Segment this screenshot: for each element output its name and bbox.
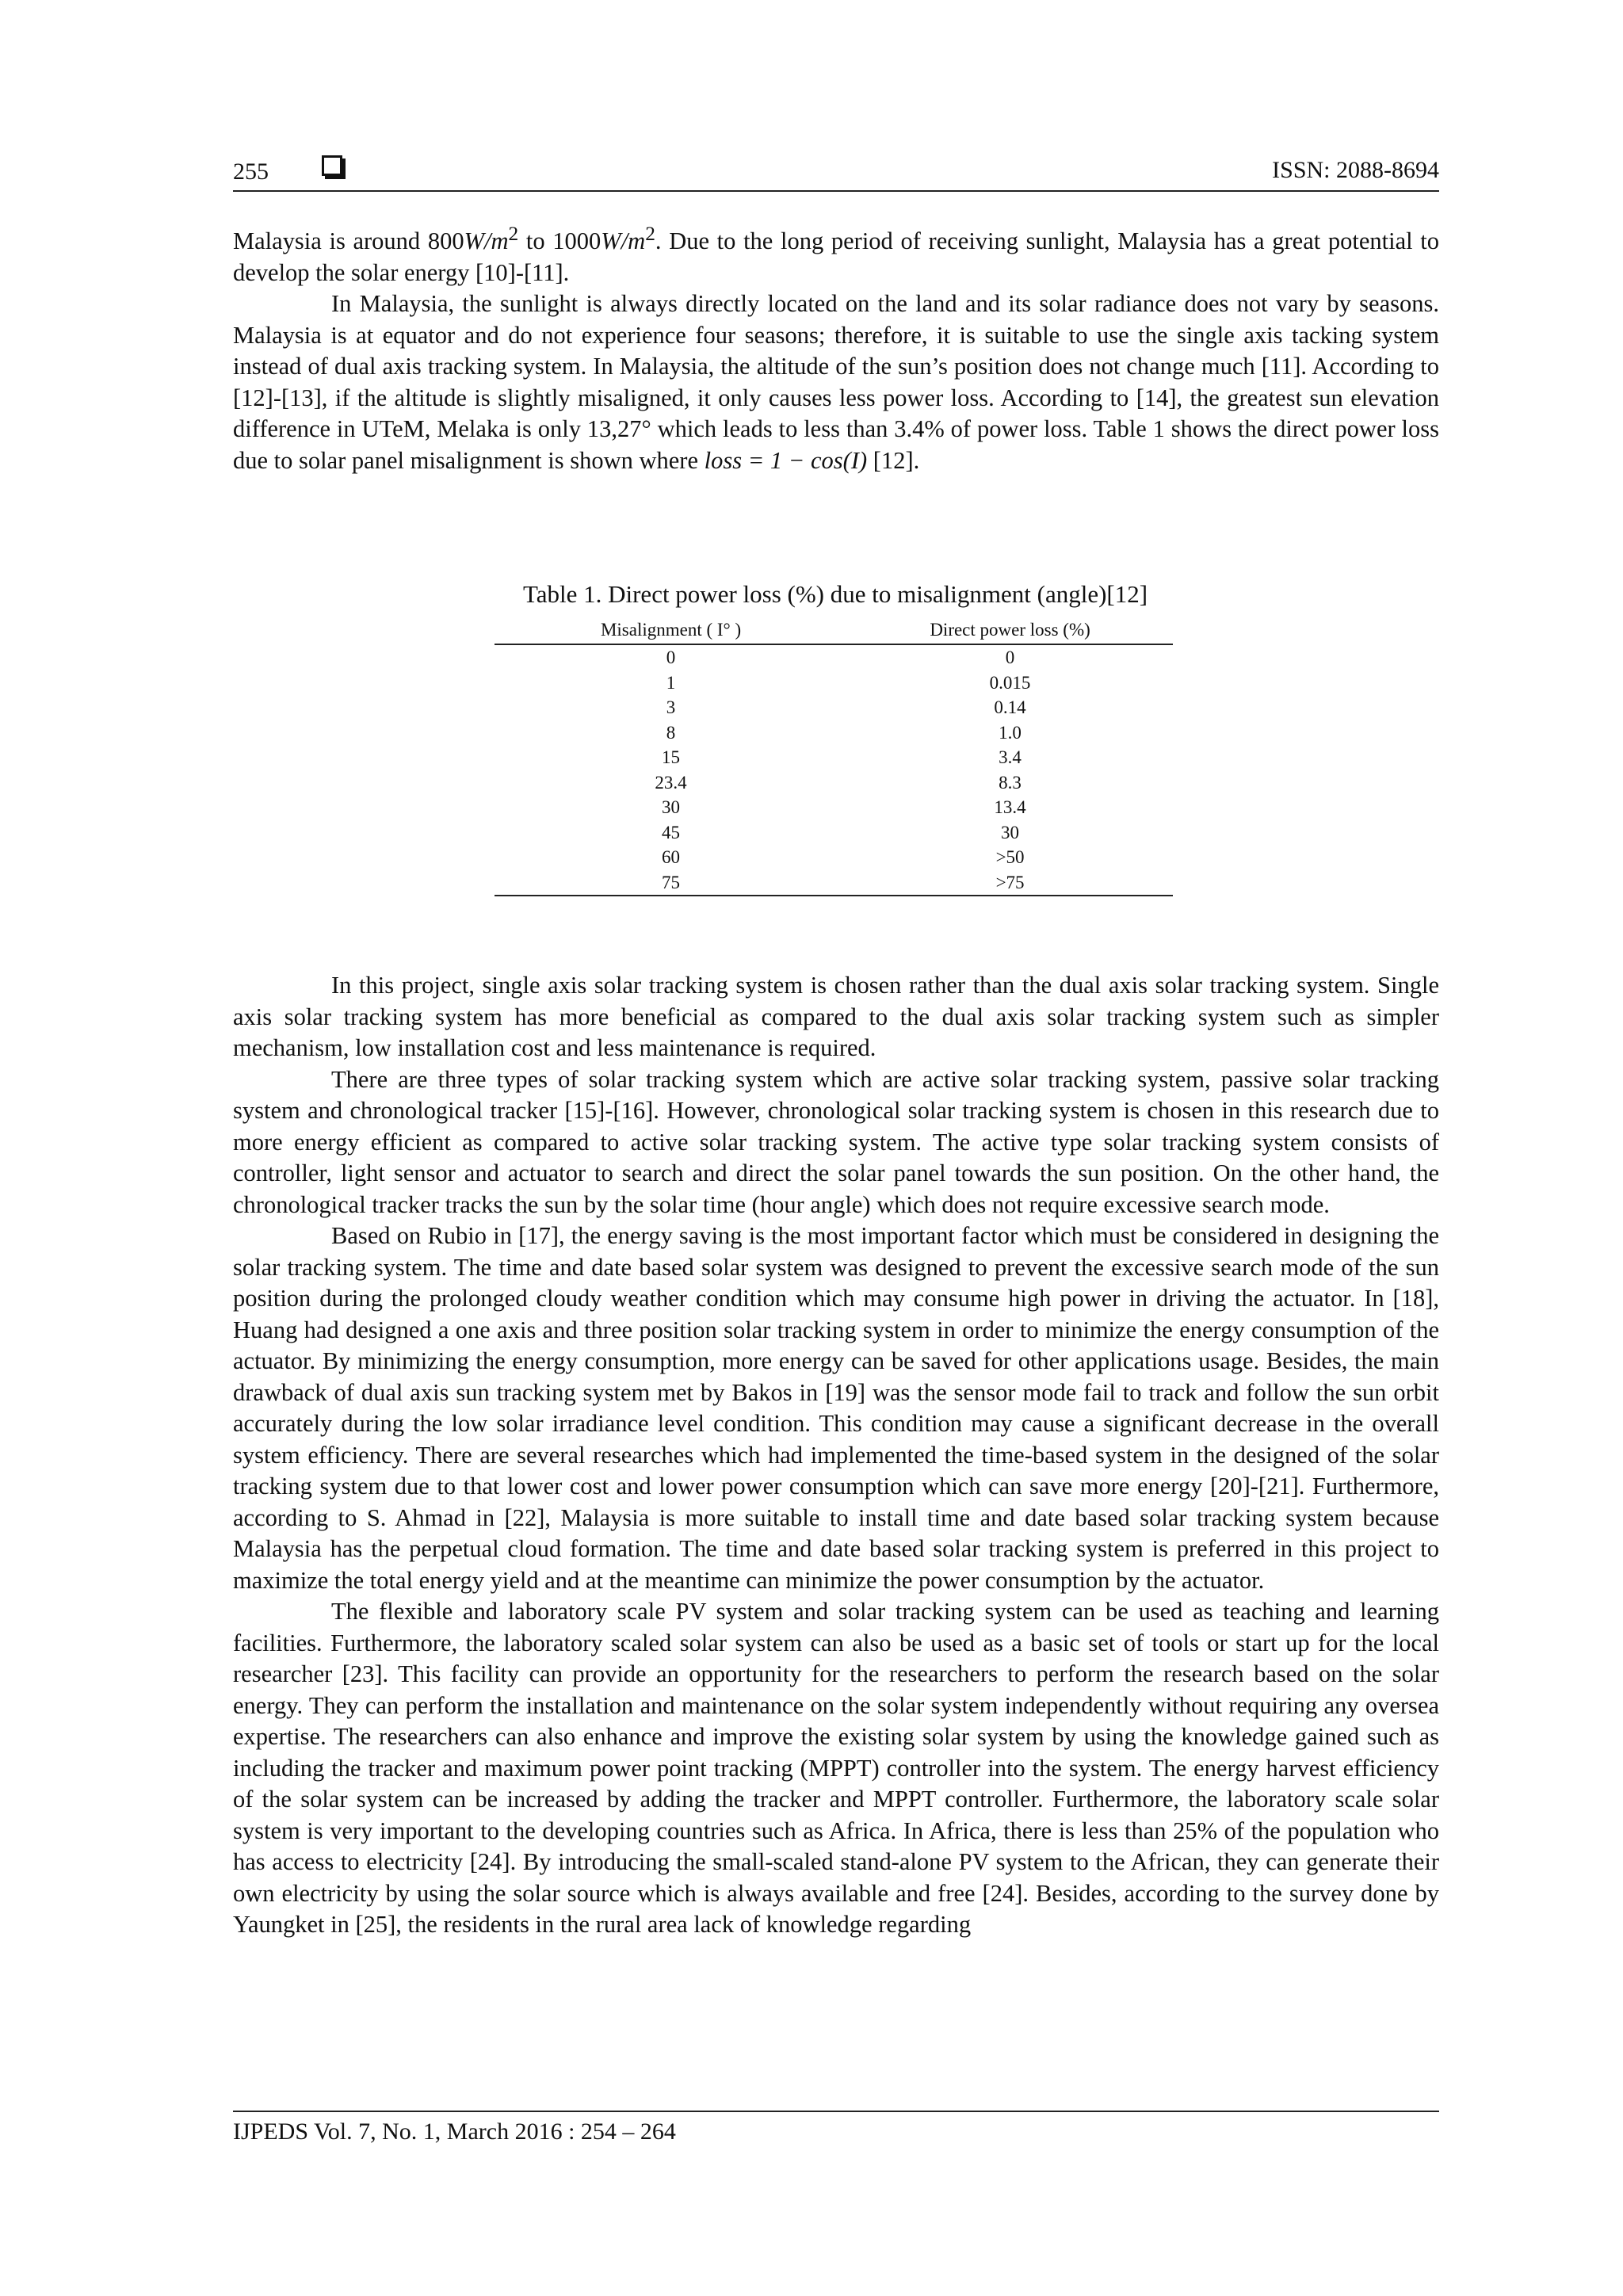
paragraph-malaysia-sunlight: In Malaysia, the sunlight is always directly located on the land and its solar radiance does not vary by seasons. Malaysia is at equator and do not experience four seasons; therefore, it is suitable to use the single axis tacking system instead of dual axis tracking system. In Malaysia, the altitude of the sun’s position does not change much [11]. According to [12]-[13], if the altitude is slightly misaligned, it only causes less power loss. According to [14], the greatest sun elevation difference in UTeM, Melaka is only 13,27° which leads to less than 3.4% of power loss. Table 1 shows the direct power loss due to solar panel misalignment is shown where loss = 1 − cos(I) [12].	[233, 290, 1439, 474]
paragraph-laboratory-scale: The flexible and laboratory scale PV system and solar tracking system can be used as teaching and learning facilities. Furthermore, the laboratory scaled solar system can also be used as a basic set of tools or start up for the local researcher [23]. This facility can provide an opportunity for the researchers to perform the research based on the solar energy. They can perform the installation and maintenance on the solar system independently without requiring any oversea expertise. The researchers can also enhance and improve the existing solar system by using the knowledge gained such as including the tracker and maximum power point tracking (MPPT) controller into the system. The energy harvest efficiency of the solar system can be increased by adding the tracker and MPPT controller. Furthermore, the laboratory scale solar system is very important to the developing countries such as Africa. In Africa, there is less than 25% of the population who has access to electricity [24]. By introducing the small-scaled stand-alone PV system to the African, they can generate their own electricity by using the solar source which is always available and free [24]. Besides, according to the survey done by Yaungket in [25], the residents in the rural area lack of knowledge regarding	[233, 1598, 1439, 1938]
power-loss-cell: 0.14	[994, 697, 1026, 717]
power-loss-cell: 0	[1005, 648, 1015, 667]
power-loss-cell: 13.4	[994, 797, 1026, 817]
table-row	[495, 695, 1173, 720]
table-caption: Table 1. Direct power loss (%) due to misalignment (angle)[12]	[522, 580, 1148, 608]
power-loss-cell: >75	[847, 870, 1173, 896]
paragraph-irradiance: Malaysia is around $800W/m^2$ to $1000W/m^2$. Due to the long period of receiving sunlight, Malaysia has a great potential to develop the solar energy [10]-[11].	[233, 223, 1439, 286]
column-header-misalignment: Misalignment ( I° )	[495, 615, 847, 644]
misalignment-cell: 23.4	[655, 772, 687, 793]
misalignment-cell: 60	[662, 847, 681, 867]
power-loss-cell: 0.015	[989, 672, 1031, 693]
misalignment-cell: 0	[666, 648, 676, 667]
misalignment-cell: 1	[666, 672, 676, 693]
misalignment-cell: 30	[662, 797, 681, 817]
issn-label: ISSN: 2088-8694	[1272, 157, 1439, 183]
table-row	[495, 820, 1173, 846]
paragraph-energy-saving: Based on Rubio in [17], the energy saving is the most important factor which must be considered in designing the solar tracking system. The time and date based solar system was designed to prevent the excessive search mode of the sun position during the prolonged cloudy weather condition which may consume high power in driving the actuator. In [18], Huang had designed a one axis and three position solar tracking system in order to minimize the energy consumption of the actuator. By minimizing the energy consumption, more energy can be saved for other applications usage. Besides, the main drawback of dual axis sun tracking system met by Bakos in [19] was the sensor mode fail to track and follow the sun orbit accurately during the low solar irradiance level condition. This condition may cause a significant decrease in the overall system efficiency. There are several researches which had implemented the time-based system in the designed of the solar tracking system due to that lower cost and lower power consumption which can save more energy [20]-[21]. Furthermore, according to S. Ahmad in [22], Malaysia is more suitable to install time and date based solar tracking system because Malaysia has the perpetual cloud formation. The time and date based solar tracking system is preferred in this project to maximize the total energy yield and at the meantime can minimize the power consumption by the actuator.	[233, 1222, 1439, 1594]
column-header-power-loss: Direct power loss (%)	[847, 615, 1173, 644]
power-loss-cell: >50	[995, 847, 1025, 867]
body-section	[233, 970, 1439, 1941]
page-header	[233, 151, 1439, 192]
misalignment-cell: 15	[662, 747, 681, 767]
page-number: 255	[233, 159, 269, 185]
intro-section	[233, 219, 1439, 476]
table-row	[495, 845, 1173, 870]
table-row	[495, 795, 1173, 820]
power-loss-cell: 8.3	[999, 772, 1022, 793]
paragraph-tracker-types: There are three types of solar tracking system which are active solar tracking system, passive solar tracking system and chronological tracker [15]-[16]. However, chronological solar tracking system is chosen in this research due to more energy efficient as compared to active solar tracking system. The active type solar tracking system consists of controller, light sensor and actuator to search and direct the solar panel towards the sun position. On the other hand, the chronological tracker tracks the sun by the solar time (hour angle) which does not require excessive search mode.	[233, 1065, 1439, 1218]
power-loss-cell: 3.4	[999, 747, 1022, 767]
power-loss-cell: 1.0	[999, 722, 1022, 743]
power-loss-cell: 30	[1001, 822, 1020, 842]
misalignment-cell: 75	[495, 870, 847, 896]
table-row	[495, 720, 1173, 746]
misalignment-cell: 3	[666, 697, 676, 717]
page-footer: IJPEDS Vol. 7, No. 1, March 2016 : 254 – 264	[233, 2111, 1439, 2145]
misalignment-cell: 8	[666, 722, 676, 743]
square-box-icon	[322, 155, 342, 176]
loss-formula: loss = 1 − cos(I)	[704, 446, 868, 474]
table-row	[495, 670, 1173, 696]
table-row	[495, 870, 1173, 896]
table-row	[495, 770, 1173, 796]
misalignment-table	[495, 615, 1173, 896]
table-row	[495, 745, 1173, 770]
misalignment-cell: 45	[662, 822, 681, 842]
table-row	[495, 644, 1173, 670]
paragraph-single-axis: In this project, single axis solar tracking system is chosen rather than the dual axis solar tracking system. Single axis solar tracking system has more beneficial as compared to the dual axis solar tracking system such as simpler mechanism, low installation cost and less maintenance is required.	[233, 972, 1439, 1061]
